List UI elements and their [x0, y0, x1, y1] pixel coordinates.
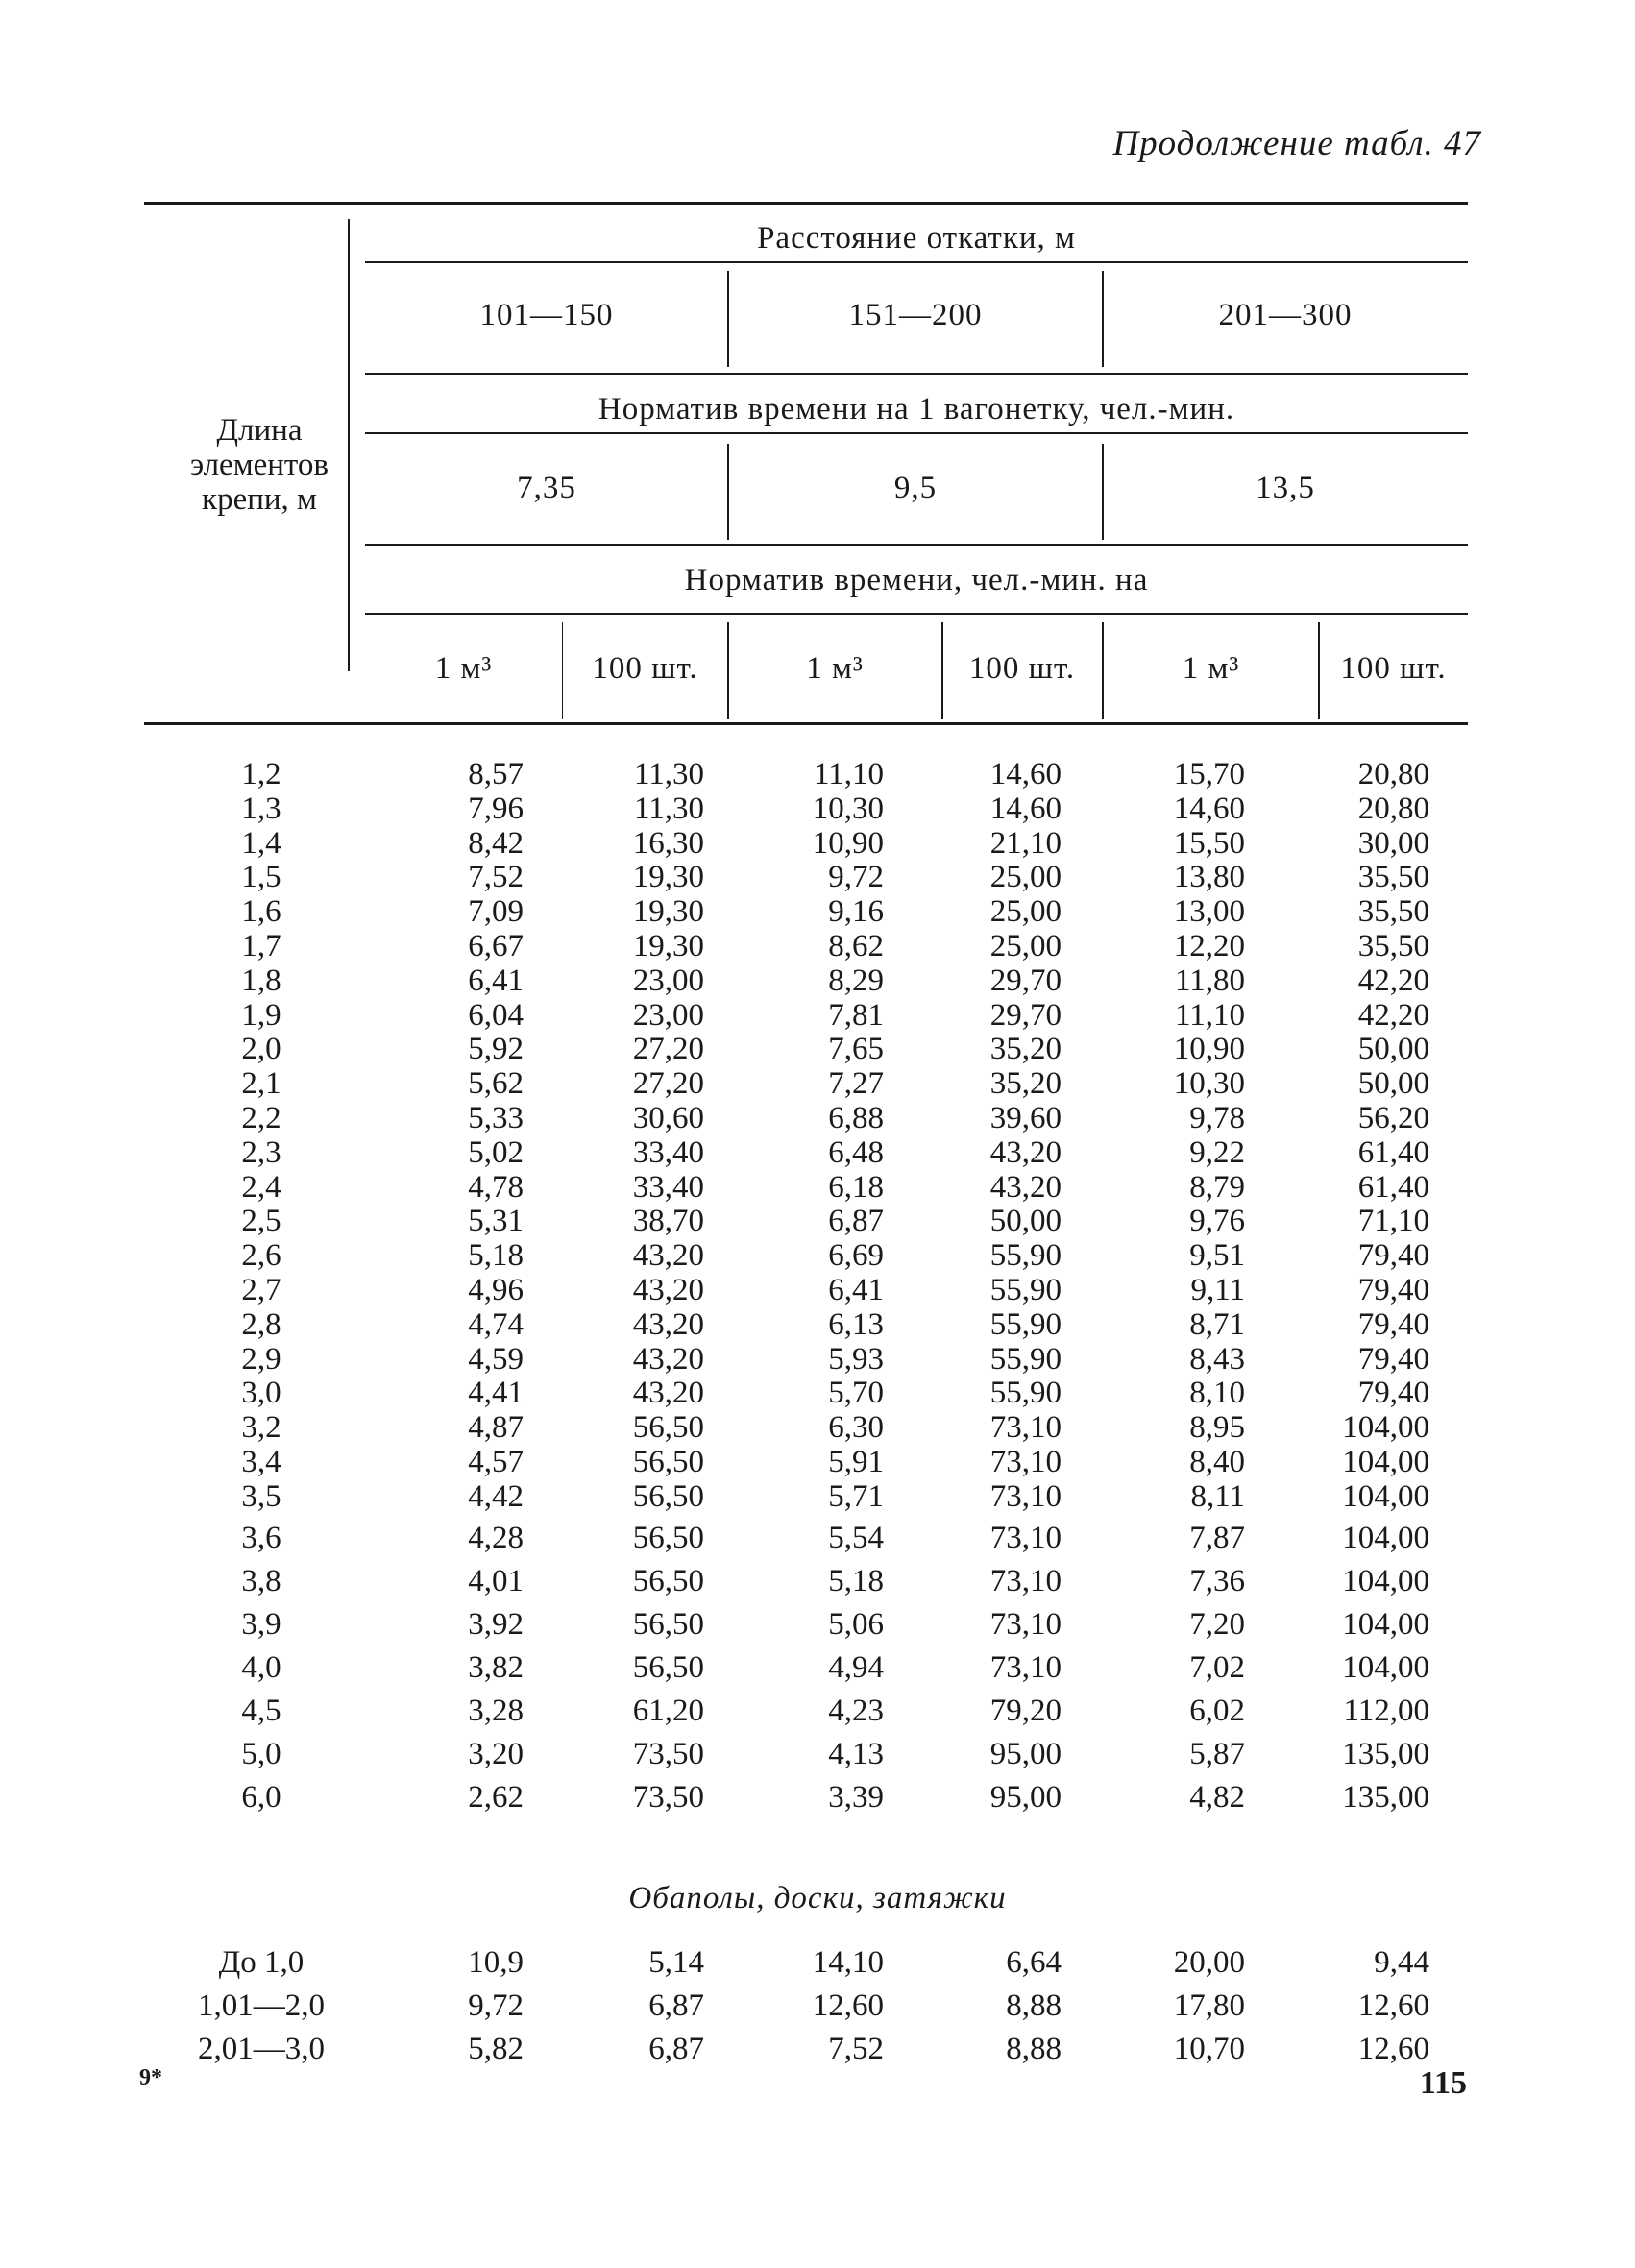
table-cell: 33,40 [632, 1134, 704, 1170]
col-divider [727, 622, 729, 719]
table-cell: 5,62 [468, 1066, 524, 1102]
table-cell: 104,00 [1342, 1520, 1429, 1555]
table-cell: 8,71 [1189, 1306, 1245, 1342]
table-cell: 19,30 [632, 929, 704, 963]
table-cell: 6,41 [828, 1273, 884, 1307]
table-cell: 9,16 [828, 894, 884, 930]
table-cell: 9,11 [1190, 1273, 1245, 1307]
row-length: 1,8 [241, 963, 281, 998]
col-divider [1102, 622, 1104, 719]
table-cell: 50,00 [1357, 1066, 1429, 1102]
table-cell: 6,13 [828, 1306, 884, 1342]
table-cell: 7,20 [1189, 1606, 1245, 1642]
table-cell: 55,90 [989, 1376, 1062, 1411]
table-cell: 3,20 [468, 1736, 524, 1771]
table-cell: 3,92 [468, 1606, 524, 1642]
page-number: 115 [1419, 2065, 1467, 2101]
table-cell: 5,06 [828, 1606, 884, 1642]
table-cell: 6,87 [648, 1988, 704, 2023]
table-cell: 5,70 [828, 1376, 884, 1411]
row-length: 2,6 [241, 1238, 281, 1274]
row-length: 6,0 [241, 1779, 281, 1815]
table-cell: 56,50 [632, 1445, 704, 1479]
table-cell: 79,40 [1357, 1306, 1429, 1342]
table-cell: 29,70 [989, 997, 1062, 1033]
table-cell: 56,50 [632, 1649, 704, 1685]
table-cell: 5,92 [468, 1032, 524, 1067]
table-cell: 73,10 [989, 1410, 1062, 1446]
table-cell: 15,50 [1173, 825, 1245, 861]
table-cell: 43,20 [632, 1273, 704, 1307]
table-cell: 5,54 [828, 1520, 884, 1555]
table-cell: 38,70 [632, 1204, 704, 1239]
row-length: 4,5 [241, 1693, 281, 1728]
table-cell: 5,33 [468, 1101, 524, 1135]
table-cell: 56,50 [632, 1478, 704, 1514]
table-cell: 10,90 [812, 825, 884, 861]
unit-col-m3: 1 м³ [434, 651, 493, 686]
table-cell: 4,42 [468, 1478, 524, 1514]
table-cell: 9,44 [1374, 1945, 1429, 1980]
table-cell: 4,94 [828, 1649, 884, 1685]
table-cell: 42,20 [1357, 963, 1429, 998]
table-cell: 7,81 [828, 997, 884, 1033]
table-cell: 73,10 [989, 1478, 1062, 1514]
table-cell: 35,50 [1357, 894, 1429, 930]
row-length: 5,0 [241, 1736, 281, 1771]
table-cell: 8,11 [1190, 1478, 1245, 1514]
table-cell: 104,00 [1342, 1563, 1429, 1598]
table-cell: 5,31 [468, 1204, 524, 1239]
table-cell: 17,80 [1173, 1988, 1245, 2023]
table-cell: 73,10 [989, 1649, 1062, 1685]
table-cell: 7,27 [828, 1066, 884, 1102]
table-cell: 4,13 [828, 1736, 884, 1771]
table-cell: 50,00 [989, 1204, 1062, 1239]
table-cell: 5,18 [468, 1238, 524, 1274]
table-cell: 4,59 [468, 1341, 524, 1377]
header-rule [365, 432, 1468, 434]
range-201-300: 201—300 [1218, 298, 1353, 332]
table-cell: 43,20 [632, 1341, 704, 1377]
table-cell: 56,50 [632, 1520, 704, 1555]
header-rule [365, 373, 1468, 375]
table-cell: 43,20 [632, 1376, 704, 1411]
length-header-line: крепи, м [202, 482, 317, 517]
per-wagon-title: Норматив времени на 1 вагонетку, чел.-мин. [598, 392, 1235, 427]
table-cell: 9,22 [1189, 1134, 1245, 1170]
table-cell: 4,28 [468, 1520, 524, 1555]
table-cell: 6,69 [828, 1238, 884, 1274]
table-cell: 10,30 [812, 791, 884, 826]
table-cell: 11,10 [813, 757, 884, 792]
table-cell: 12,60 [812, 1988, 884, 2023]
table-cell: 104,00 [1342, 1606, 1429, 1642]
col-divider [727, 271, 729, 367]
table-cell: 95,00 [989, 1779, 1062, 1815]
row-length: До 1,0 [218, 1945, 305, 1980]
row-length: 2,0 [241, 1032, 281, 1067]
col-divider [727, 444, 729, 540]
section-title: Обаполы, доски, затяжки [628, 1881, 1007, 1915]
col-divider [1102, 444, 1104, 540]
table-cell: 14,60 [989, 757, 1062, 792]
table-cell: 7,36 [1189, 1563, 1245, 1598]
row-length: 2,8 [241, 1306, 281, 1342]
table-cell: 13,00 [1173, 894, 1245, 930]
table-cell: 14,10 [812, 1945, 884, 1980]
header-bottom-rule [144, 722, 1468, 725]
table-cell: 35,50 [1357, 929, 1429, 963]
table-cell: 6,87 [828, 1204, 884, 1239]
table-cell: 27,20 [632, 1032, 704, 1067]
table-cell: 8,95 [1189, 1410, 1245, 1446]
table-cell: 6,04 [468, 997, 524, 1033]
table-cell: 8,29 [828, 963, 884, 998]
table-cell: 8,42 [468, 825, 524, 861]
table-cell: 6,88 [828, 1101, 884, 1135]
table-cell: 12,60 [1357, 1988, 1429, 2023]
table-cell: 10,90 [1173, 1032, 1245, 1067]
table-cell: 8,57 [468, 757, 524, 792]
per-unit-title: Норматив времени, чел.-мин. на [684, 563, 1149, 597]
table-cell: 4,57 [468, 1445, 524, 1479]
table-cell: 8,88 [1006, 1988, 1062, 2023]
table-cell: 8,43 [1189, 1341, 1245, 1377]
table-cell: 3,82 [468, 1649, 524, 1685]
row-length: 2,1 [241, 1066, 281, 1102]
table-cell: 7,52 [468, 860, 524, 895]
table-cell: 56,20 [1357, 1101, 1429, 1135]
row-length: 3,2 [241, 1410, 281, 1446]
table-cell: 7,52 [828, 2032, 884, 2066]
row-length: 3,4 [241, 1445, 281, 1479]
row-length: 2,9 [241, 1341, 281, 1377]
unit-col-100pcs: 100 шт. [1340, 651, 1447, 686]
table-cell: 4,96 [468, 1273, 524, 1307]
table-cell: 11,30 [633, 791, 704, 826]
unit-col-100pcs: 100 шт. [968, 651, 1076, 686]
table-cell: 43,20 [989, 1169, 1062, 1205]
table-cell: 50,00 [1357, 1032, 1429, 1067]
range-101-150: 101—150 [479, 298, 614, 332]
table-cell: 9,78 [1189, 1101, 1245, 1135]
table-cell: 16,30 [632, 825, 704, 861]
distance-title: Расстояние откатки, м [757, 221, 1076, 256]
row-length: 1,7 [241, 929, 281, 963]
row-length: 3,8 [241, 1563, 281, 1598]
table-cell: 7,87 [1189, 1520, 1245, 1555]
table-cell: 104,00 [1342, 1410, 1429, 1446]
table-cell: 5,14 [648, 1945, 704, 1980]
col-divider [941, 622, 943, 719]
table-cell: 61,40 [1357, 1134, 1429, 1170]
table-cell: 55,90 [989, 1306, 1062, 1342]
length-header-line: элементов [190, 448, 329, 482]
row-length: 1,3 [241, 791, 281, 826]
row-length: 1,6 [241, 894, 281, 930]
col-divider [1102, 271, 1104, 367]
table-cell: 3,39 [828, 1779, 884, 1815]
table-cell: 73,10 [989, 1445, 1062, 1479]
table-cell: 79,40 [1357, 1376, 1429, 1411]
table-cell: 19,30 [632, 894, 704, 930]
table-cell: 6,30 [828, 1410, 884, 1446]
row-length: 1,9 [241, 997, 281, 1033]
table-cell: 6,87 [648, 2032, 704, 2066]
row-length: 2,5 [241, 1204, 281, 1239]
table-caption: Продолжение табл. 47 [1112, 124, 1481, 163]
table-cell: 6,02 [1189, 1693, 1245, 1728]
table-cell: 104,00 [1342, 1445, 1429, 1479]
table-cell: 10,70 [1173, 2032, 1245, 2066]
table-cell: 8,62 [828, 929, 884, 963]
header-rule [365, 544, 1468, 546]
table-cell: 9,72 [468, 1988, 524, 2023]
table-cell: 6,18 [828, 1169, 884, 1205]
table-cell: 29,70 [989, 963, 1062, 998]
table-cell: 35,20 [989, 1066, 1062, 1102]
row-length: 1,5 [241, 860, 281, 895]
table-cell: 23,00 [632, 963, 704, 998]
row-length: 4,0 [241, 1649, 281, 1685]
row-length: 1,01—2,0 [198, 1988, 325, 2023]
table-cell: 25,00 [989, 860, 1062, 895]
header-rule [365, 613, 1468, 615]
table-cell: 15,70 [1173, 757, 1245, 792]
table-cell: 20,80 [1357, 791, 1429, 826]
table-cell: 7,02 [1189, 1649, 1245, 1685]
table-cell: 8,10 [1189, 1376, 1245, 1411]
col-divider [1318, 622, 1320, 719]
table-cell: 8,88 [1006, 2032, 1062, 2066]
table-cell: 14,60 [1173, 791, 1245, 826]
range-151-200: 151—200 [848, 298, 983, 332]
table-cell: 2,62 [468, 1779, 524, 1815]
table-cell: 79,40 [1357, 1341, 1429, 1377]
table-cell: 20,80 [1357, 757, 1429, 792]
table-cell: 6,41 [468, 963, 524, 998]
table-cell: 5,87 [1189, 1736, 1245, 1771]
table-cell: 135,00 [1342, 1736, 1429, 1771]
table-cell: 9,51 [1189, 1238, 1245, 1274]
table-cell: 7,65 [828, 1032, 884, 1067]
table-cell: 42,20 [1357, 997, 1429, 1033]
table-cell: 27,20 [632, 1066, 704, 1102]
table-cell: 5,82 [468, 2032, 524, 2066]
table-cell: 104,00 [1342, 1478, 1429, 1514]
table-cell: 10,30 [1173, 1066, 1245, 1102]
table-cell: 35,50 [1357, 860, 1429, 895]
table-cell: 39,60 [989, 1101, 1062, 1135]
table-cell: 5,18 [828, 1563, 884, 1598]
table-cell: 4,41 [468, 1376, 524, 1411]
table-cell: 23,00 [632, 997, 704, 1033]
table-cell: 43,20 [632, 1306, 704, 1342]
table-cell: 71,10 [1357, 1204, 1429, 1239]
table-cell: 33,40 [632, 1169, 704, 1205]
table-cell: 4,23 [828, 1693, 884, 1728]
table-cell: 55,90 [989, 1238, 1062, 1274]
table-cell: 4,82 [1189, 1779, 1245, 1815]
table-cell: 25,00 [989, 929, 1062, 963]
table-cell: 73,10 [989, 1563, 1062, 1598]
row-length: 1,2 [241, 757, 281, 792]
table-cell: 135,00 [1342, 1779, 1429, 1815]
table-cell: 6,67 [468, 929, 524, 963]
table-cell: 73,50 [632, 1736, 704, 1771]
table-cell: 5,91 [828, 1445, 884, 1479]
table-cell: 43,20 [632, 1238, 704, 1274]
table-cell: 56,50 [632, 1606, 704, 1642]
table-cell: 12,20 [1173, 929, 1245, 963]
table-cell: 56,50 [632, 1563, 704, 1598]
header-rule [365, 261, 1468, 263]
table-cell: 73,10 [989, 1520, 1062, 1555]
top-rule [144, 202, 1468, 205]
table-cell: 8,40 [1189, 1445, 1245, 1479]
table-cell: 30,60 [632, 1101, 704, 1135]
table-cell: 73,50 [632, 1779, 704, 1815]
table-cell: 10,9 [468, 1945, 524, 1980]
table-cell: 13,80 [1173, 860, 1245, 895]
unit-col-m3: 1 м³ [1182, 651, 1240, 686]
table-cell: 11,30 [633, 757, 704, 792]
table-cell: 4,74 [468, 1306, 524, 1342]
table-cell: 61,20 [632, 1693, 704, 1728]
row-length: 2,4 [241, 1169, 281, 1205]
table-cell: 43,20 [989, 1134, 1062, 1170]
row-length: 2,3 [241, 1134, 281, 1170]
table-cell: 20,00 [1173, 1945, 1245, 1980]
table-cell: 9,72 [828, 860, 884, 895]
row-length: 2,7 [241, 1273, 281, 1307]
table-cell: 95,00 [989, 1736, 1062, 1771]
per-wagon-value: 9,5 [893, 471, 938, 505]
row-length: 2,01—3,0 [198, 2032, 325, 2066]
table-cell: 7,09 [468, 894, 524, 930]
table-cell: 21,10 [989, 825, 1062, 861]
table-cell: 11,80 [1174, 963, 1245, 998]
row-length: 2,2 [241, 1101, 281, 1135]
table-cell: 8,79 [1189, 1169, 1245, 1205]
table-cell: 79,20 [989, 1693, 1062, 1728]
row-length: 1,4 [241, 825, 281, 861]
table-cell: 55,90 [989, 1273, 1062, 1307]
table-cell: 7,96 [468, 791, 524, 826]
table-cell: 12,60 [1357, 2032, 1429, 2066]
table-cell: 5,71 [828, 1478, 884, 1514]
table-cell: 61,40 [1357, 1169, 1429, 1205]
row-length: 3,9 [241, 1606, 281, 1642]
table-cell: 104,00 [1342, 1649, 1429, 1685]
table-cell: 6,64 [1006, 1945, 1062, 1980]
table-cell: 14,60 [989, 791, 1062, 826]
table-cell: 5,93 [828, 1341, 884, 1377]
table-cell: 79,40 [1357, 1273, 1429, 1307]
table-cell: 19,30 [632, 860, 704, 895]
table-cell: 35,20 [989, 1032, 1062, 1067]
col-divider [562, 622, 563, 719]
table-cell: 112,00 [1343, 1693, 1429, 1728]
table-cell: 11,10 [1174, 997, 1245, 1033]
table-cell: 25,00 [989, 894, 1062, 930]
signature-mark: 9* [139, 2065, 162, 2090]
table-cell: 3,28 [468, 1693, 524, 1728]
table-cell: 55,90 [989, 1341, 1062, 1377]
table-cell: 4,01 [468, 1563, 524, 1598]
row-length: 3,6 [241, 1520, 281, 1555]
unit-col-100pcs: 100 шт. [592, 651, 698, 686]
table-cell: 4,78 [468, 1169, 524, 1205]
row-length: 3,0 [241, 1376, 281, 1411]
table-cell: 9,76 [1189, 1204, 1245, 1239]
length-column-header [144, 413, 375, 517]
length-header-line: Длина [216, 413, 303, 448]
unit-col-m3: 1 м³ [806, 651, 864, 686]
per-wagon-value: 7,35 [517, 471, 576, 505]
table-cell: 4,87 [468, 1410, 524, 1446]
table-cell: 79,40 [1357, 1238, 1429, 1274]
table-cell: 5,02 [468, 1134, 524, 1170]
table-cell: 56,50 [632, 1410, 704, 1446]
table-cell: 6,48 [828, 1134, 884, 1170]
per-wagon-value: 13,5 [1256, 471, 1315, 505]
table-cell: 73,10 [989, 1606, 1062, 1642]
row-length: 3,5 [241, 1478, 281, 1514]
table-cell: 30,00 [1357, 825, 1429, 861]
